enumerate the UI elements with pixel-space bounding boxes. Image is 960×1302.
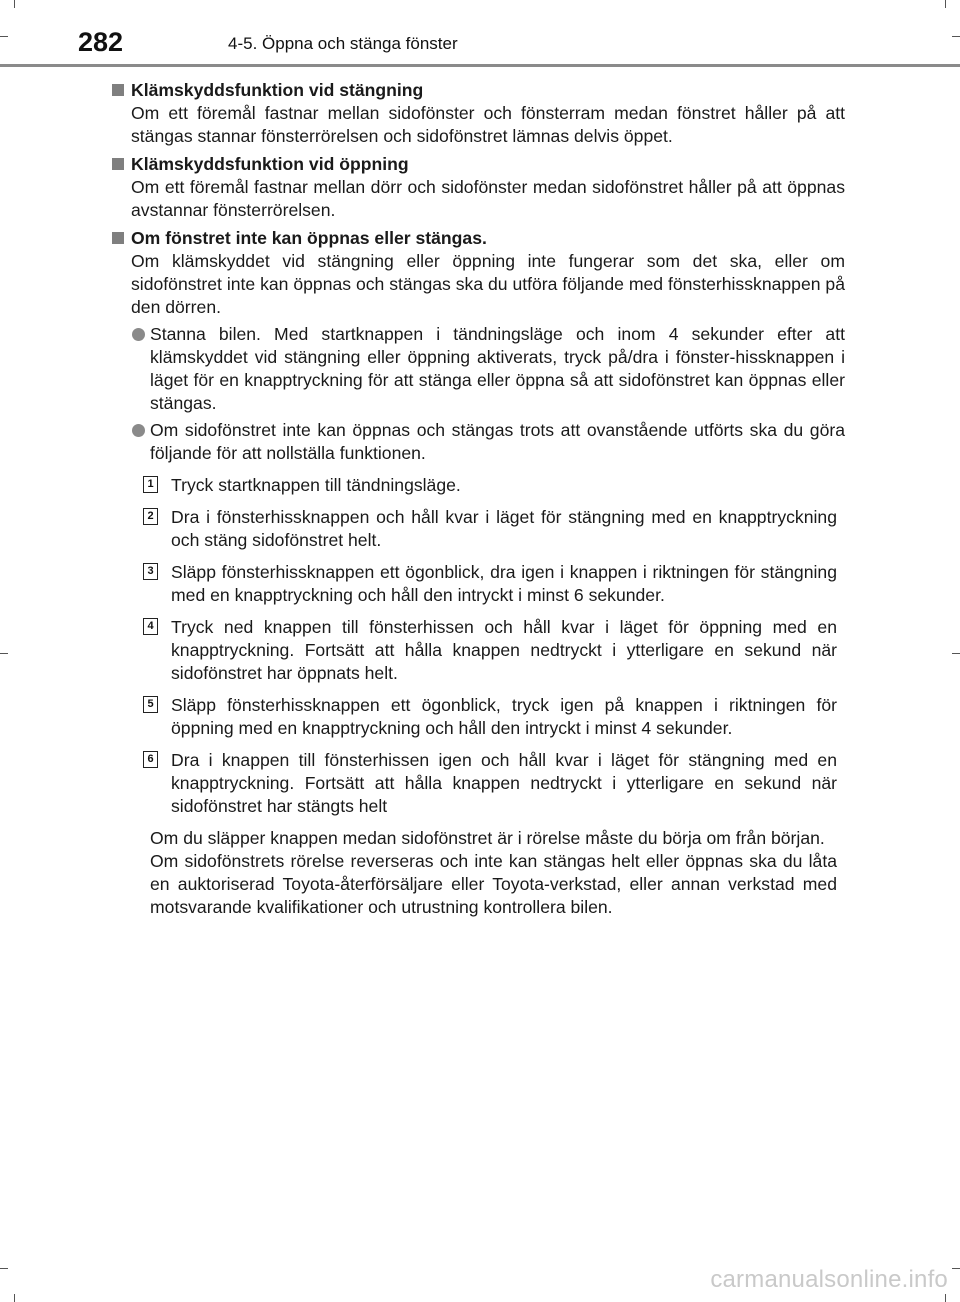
step-number-badge: 2 [143, 508, 158, 525]
bullet-text: Om sidofönstret inte kan öppnas och stängas trots att ovanstående utförts ska du göra följande för att nollställa funktionen. [150, 420, 845, 463]
crop-mark [0, 1268, 8, 1269]
crop-mark [14, 0, 15, 8]
section-body: Om ett föremål fastnar mellan sidofönster och fönsterram medan fönstret håller på att stängas stannar fönsterrörelsen och sidofönstret lämnas delvis öppet. [131, 103, 845, 146]
step-text: Tryck ned knappen till fönsterhissen och håll kvar i läget för öppning med en knapptryckning. Fortsätt att hålla knappen nedtryckt i ytterligare en sekund när sidofönstret har öppnats helt. [171, 617, 837, 683]
bullet-text: Stanna bilen. Med startknappen i tändningsläge och inom 4 sekunder efter att klämskyddet vid stängning eller öppning aktiverats, tryck på/dra i fönster-hissknappen i läget för en knapptryckning för att stänga eller öppna så att sidofönstret kan öppnas eller stängas. [150, 324, 845, 413]
step-number-badge: 5 [143, 696, 158, 713]
square-bullet-icon [112, 158, 124, 170]
crop-mark [952, 1268, 960, 1269]
step-number-badge: 4 [143, 618, 158, 635]
section-title: 4-5. Öppna och stänga fönster [228, 34, 458, 53]
section-body: Om ett föremål fastnar mellan dörr och sidofönster medan sidofönstret håller på att öppnas avstannar fönsterrörelsen. [131, 177, 845, 220]
closing-notes [110, 827, 845, 919]
crop-mark [14, 1294, 15, 1302]
section-body: Om klämskyddet vid stängning eller öppning inte fungerar som det ska, eller om sidofönstret inte kan öppnas och stängas ska du utföra följande med fönsterhissknappen på den dörren. [131, 251, 845, 317]
step-item [110, 694, 845, 740]
crop-mark [0, 653, 8, 654]
page-content [110, 79, 845, 924]
section-window-not-operating [110, 227, 845, 919]
header-divider [0, 64, 960, 67]
section-heading: Klämskyddsfunktion vid stängning [131, 80, 424, 100]
section-heading-row [110, 153, 845, 176]
section-heading-row [110, 79, 845, 102]
section-heading: Om fönstret inte kan öppnas eller stängas. [131, 228, 487, 248]
step-number-badge: 6 [143, 751, 158, 768]
bullet-item [110, 323, 845, 415]
section-heading-row [110, 227, 845, 250]
step-text: Dra i fönsterhissknappen och håll kvar i läget för stängning med en knapptryckning och stäng sidofönstret helt. [171, 507, 837, 550]
step-item [110, 616, 845, 685]
step-number-badge: 1 [143, 476, 158, 493]
step-item [110, 474, 845, 497]
page-header [78, 26, 960, 66]
step-text: Släpp fönsterhissknappen ett ögonblick, dra igen i knappen i riktningen för stängning med en knapptryckning och håll den intryckt i minst 6 sekunder. [171, 562, 837, 605]
step-text: Dra i knappen till fönsterhissen igen och håll kvar i läget för stängning med en knapptryckning. Fortsätt att hålla knappen nedtryckt i ytterligare en sekund när sidofönstret har stängts helt [171, 750, 837, 816]
section-heading: Klämskyddsfunktion vid öppning [131, 154, 409, 174]
page-number: 282 [78, 27, 124, 57]
round-bullet-icon [132, 328, 145, 341]
section-anti-pinch-closing [110, 79, 845, 148]
section-anti-pinch-opening [110, 153, 845, 222]
square-bullet-icon [112, 84, 124, 96]
round-bullet-icon [132, 424, 145, 437]
step-number-badge: 3 [143, 563, 158, 580]
step-item [110, 561, 845, 607]
crop-mark [952, 653, 960, 654]
crop-mark [0, 36, 8, 37]
square-bullet-icon [112, 232, 124, 244]
step-item [110, 749, 845, 818]
watermark-text: carmanualsonline.info [710, 1266, 948, 1293]
step-item [110, 506, 845, 552]
step-text: Tryck startknappen till tändningsläge. [171, 475, 461, 495]
bullet-item [110, 419, 845, 465]
step-text: Släpp fönsterhissknappen ett ögonblick, tryck igen på knappen i riktningen för öppning med en knapptryckning och håll den intryckt i minst 4 sekunder. [171, 695, 837, 738]
closing-note: Om sidofönstrets rörelse reverseras och inte kan stängas helt eller öppnas ska du låta en auktoriserad Toyota-återförsäljare eller Toyota-verkstad, eller annan verkstad med motsvarande kvalifikationer och utrustning kontrollera bilen. [150, 851, 837, 917]
crop-mark [945, 1294, 946, 1302]
closing-note: Om du släpper knappen medan sidofönstret är i rörelse måste du börja om från början. [150, 828, 825, 848]
crop-mark [945, 0, 946, 8]
